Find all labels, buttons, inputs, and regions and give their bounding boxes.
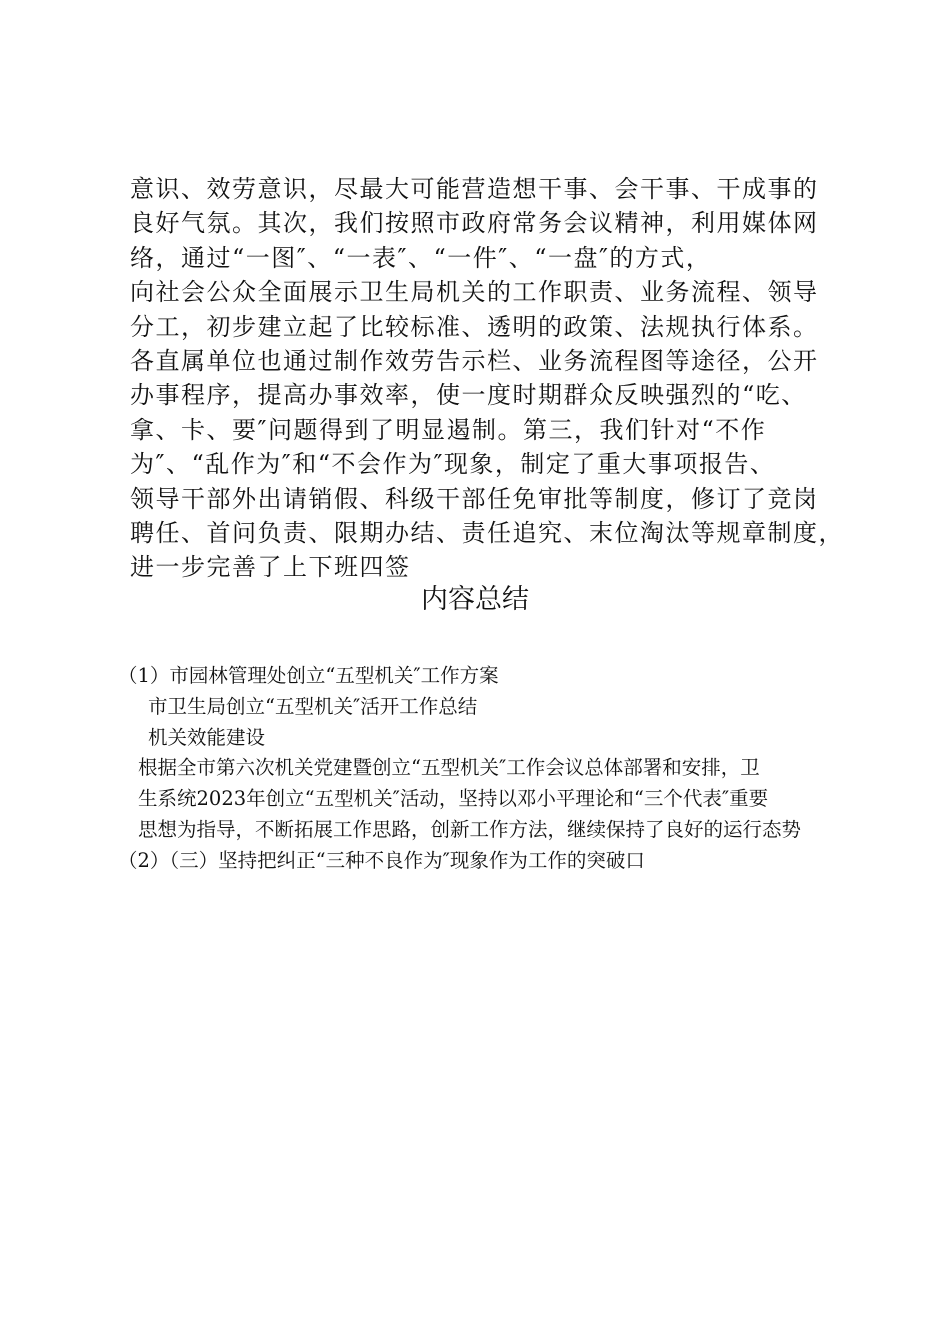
summary-paragraph-line: 思想为指导，不断拓展工作思路，创新工作方法，继续保持了良好的运行态势 [138,817,802,841]
body-line: 向社会公众全面展示卫生局机关的工作职责、业务流程、领导 [130,278,819,307]
summary-paragraph-line: 生系统2023年创立“五型机关″活动，坚持以邓小平理论和“三个代表″重要 [138,787,769,811]
body-line: 聘任、首问负责、限期办结、责任追究、末位淘汰等规章制度， [130,518,844,547]
summary-heading-efficiency: 机关效能建设 [148,725,266,749]
summary-section [118,661,838,877]
body-paragraph [130,172,844,585]
body-line: 为″、“乱作为″和“不会作为″现象，制定了重大事项报告、 [130,450,776,479]
summary-item-2: （2）（三）坚持把纠正“三种不良作为″现象作为工作的突破口 [118,848,645,872]
summary-subtitle: 市卫生局创立“五型机关″活开工作总结 [148,694,478,718]
body-line: 分工，初步建立起了比较标准、透明的政策、法规执行体系。 [130,312,819,341]
body-line: 意识、效劳意识，尽最大可能营造想干事、会干事、干成事的 [130,175,819,203]
summary-item-1: （1）市园林管理处创立“五型机关″工作方案 [118,664,499,687]
body-line: 进一步完善了上下班四签 [130,553,411,582]
body-line: 领导干部外出请销假、科级干部任免审批等制度，修订了竞岗 [130,484,819,513]
summary-paragraph-line: 根据全市第六次机关党建暨创立“五型机关″工作会议总体部署和安排，卫 [138,756,760,780]
body-line: 拿、卡、要″问题得到了明显遏制。第三，我们针对“不作 [130,415,767,444]
body-line: 络，通过“一图″、“一表″、“一件″、“一盘″的方式， [130,243,712,272]
summary-heading: 内容总结 [421,584,529,615]
body-line: 办事程序，提高办事效率，使一度时期群众反映强烈的“吃、 [130,381,807,410]
body-line: 良好气氛。其次，我们按照市政府常务会议精神，利用媒体网 [130,209,819,238]
body-line: 各直属单位也通过制作效劳告示栏、业务流程图等途径，公开 [130,346,819,375]
